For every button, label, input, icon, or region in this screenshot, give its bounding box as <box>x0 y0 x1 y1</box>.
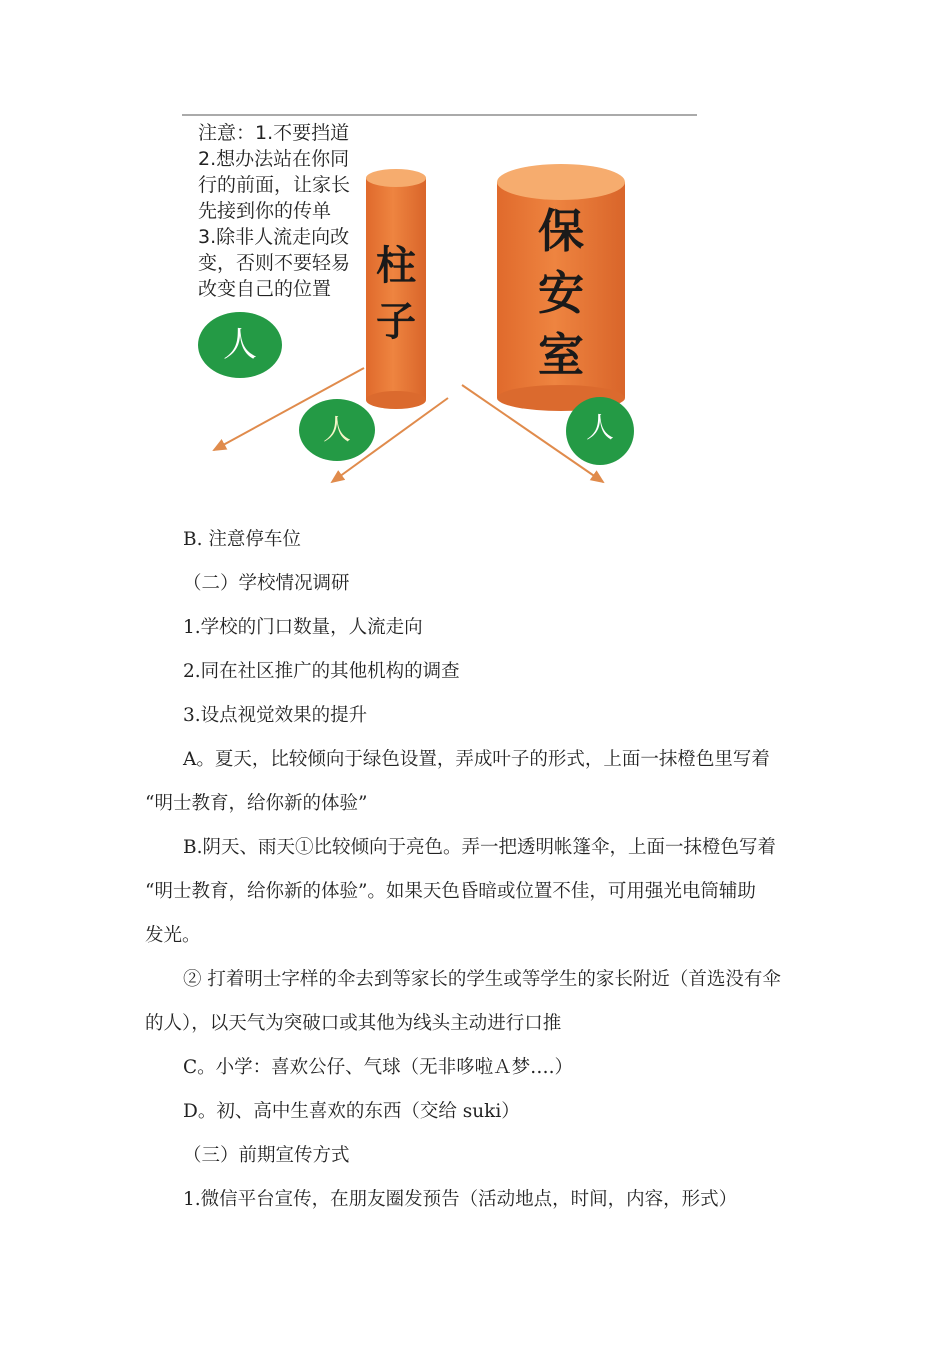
person-label-3: 人 <box>585 411 614 444</box>
note-text <box>198 120 368 302</box>
paragraph-line: C。小学：喜欢公仔、气球（无非哆啦Ａ梦….） <box>183 1057 574 1078</box>
paragraph-line: 2.同在社区推广的其他机构的调查 <box>183 661 460 682</box>
pillar-label-char: 子 <box>376 299 416 345</box>
diagram-graphics <box>0 0 950 510</box>
paragraph-line: B.阴天、雨天①比较倾向于亮色。弄一把透明帐篷伞，上面一抹橙色写着 <box>183 837 776 858</box>
paragraph-line: 1.微信平台宣传，在朋友圈发预告（活动地点，时间，内容，形式） <box>183 1189 738 1210</box>
section-heading: （二）学校情况调研 <box>183 573 350 594</box>
section-heading: （三）前期宣传方式 <box>183 1145 350 1166</box>
paragraph-line: “明士教育，给你新的体验” <box>145 793 368 814</box>
note-line: 注意：1.不要挡道 <box>198 122 350 144</box>
guard-room-label-char: 保 <box>538 204 584 258</box>
note-line: 先接到你的传单 <box>198 200 332 222</box>
paragraph-line: 3.设点视觉效果的提升 <box>183 705 368 726</box>
note-line: 3.除非人流走向改 <box>198 226 350 248</box>
crowd-position-diagram <box>0 0 950 510</box>
paragraph-line: 1.学校的门口数量，人流走向 <box>183 617 423 638</box>
paragraph-line: “明士教育，给你新的体验”。如果天色昏暗或位置不佳，可用强光电筒辅助 <box>145 881 756 902</box>
document-body <box>145 518 810 1222</box>
paragraph-line: 的人），以天气为突破口或其他为线头主动进行口推 <box>145 1013 562 1034</box>
person-label-2: 人 <box>322 413 351 446</box>
guard-room-label-char: 室 <box>538 328 584 382</box>
note-line: 2.想办法站在你同 <box>198 148 350 170</box>
guard-room-label <box>497 200 625 386</box>
paragraph-line: 发光。 <box>145 925 201 946</box>
guard-room-label-char: 安 <box>538 266 584 320</box>
paragraph-line: A。夏天，比较倾向于绿色设置，弄成叶子的形式，上面一抹橙色里写着 <box>183 749 770 770</box>
paragraph-line: D。初、高中生喜欢的东西（交给 suki） <box>183 1101 520 1122</box>
paragraph-line: ② 打着明士字样的伞去到等家长的学生或等学生的家长附近（首选没有伞 <box>183 969 781 990</box>
person-label-1: 人 <box>223 325 257 365</box>
note-line: 变，否则不要轻易 <box>198 252 351 274</box>
pillar-label <box>368 238 424 350</box>
note-line: 行的前面，让家长 <box>198 174 351 196</box>
note-line: 改变自己的位置 <box>198 278 332 300</box>
pillar-label-char: 柱 <box>376 243 416 289</box>
paragraph-line: B. 注意停车位 <box>183 529 301 550</box>
